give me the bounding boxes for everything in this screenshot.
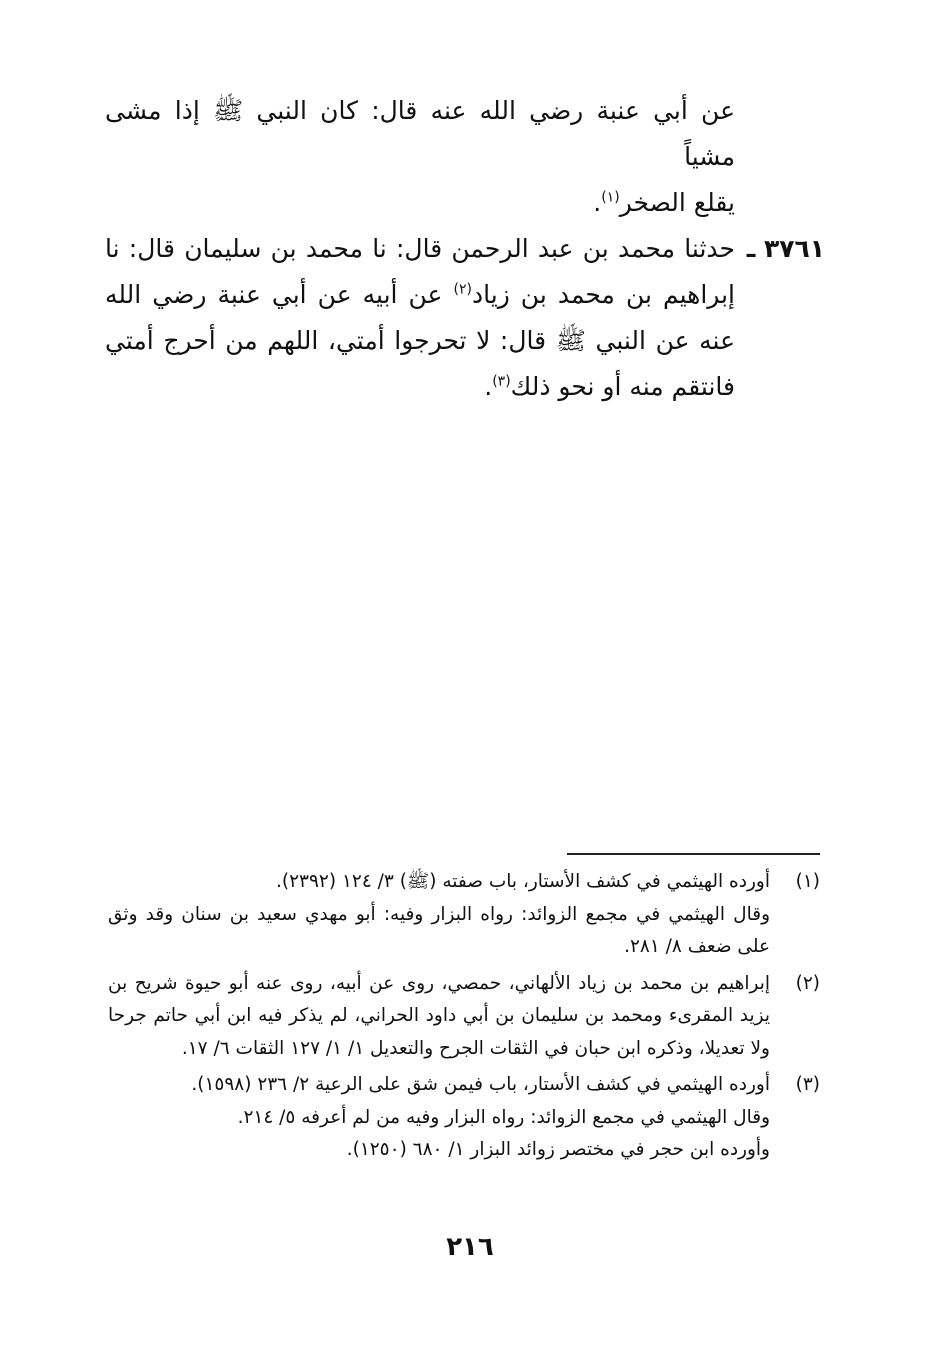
footnote-line: أورده الهيثمي في كشف الأستار، باب صفته (ﷺ) ٣/ ١٢٤ (٢٣٩٢). bbox=[275, 871, 770, 892]
para-line: يقلع الصخر bbox=[619, 188, 735, 217]
footnote-line: إبراهيم بن محمد بن زياد الألهاني، حمصي، روى عن أبيه، روى عنه أبو حيوة شريح بن يزيد المقرىء ومحمد بن سليمان بن أبي داود الحراني، لم يذكر فيه ابن أبي حاتم جرحا ولا تعديلا، وذكره ابن حبان في الثقات الجرح والتعديل ١/ ١/ ١٢٧ الثقات ٦/ ١٧. bbox=[108, 972, 770, 1059]
para-line: عن أبي عنبة رضي الله عنه قال: كان النبي ﷺ إذا مشى مشياً bbox=[105, 96, 735, 171]
hadith-text: حدثنا محمد بن عبد الرحمن قال: نا محمد بن سليمان قال: نا إبراهيم بن محمد بن زياد bbox=[105, 234, 735, 309]
hadith-text: عن أبيه عن أبي عنبة رضي الله عنه عن النبي ﷺ قال: لا تحرجوا أمتي، اللهم من أحرج أمتي فانتقم منه أو نحو ذلك bbox=[105, 280, 735, 401]
footnote-ref: (٣) bbox=[492, 373, 511, 390]
footnote-ref: (١) bbox=[601, 189, 620, 206]
footnote-number: (٣) bbox=[795, 1074, 820, 1095]
footnote-divider bbox=[567, 853, 820, 855]
footnote-3 bbox=[108, 1069, 820, 1167]
footnote-1 bbox=[108, 866, 820, 964]
hadith-number: ٣٧٦١ ـ bbox=[746, 234, 825, 263]
continued-paragraph bbox=[105, 88, 825, 226]
footnote-line: وقال الهيثمي في مجمع الزوائد: رواه البزار وفيه من لم أعرفه ٥/ ٢١٤. bbox=[237, 1106, 770, 1128]
page-number: ٢١٦ bbox=[446, 1232, 494, 1262]
footnote-2 bbox=[108, 968, 820, 1066]
para-end: . bbox=[593, 188, 602, 217]
hadith-end: . bbox=[484, 372, 493, 401]
footnote-number: (١) bbox=[795, 871, 820, 892]
footnote-ref: (٢) bbox=[453, 281, 472, 298]
footnote-number: (٢) bbox=[795, 972, 820, 994]
footnote-line: وقال الهيثمي في مجمع الزوائد: رواه البزار وفيه: أبو مهدي سعيد بن سنان وقد وثق على ضعف ٨/ ٢٨١. bbox=[108, 903, 770, 957]
main-text bbox=[105, 88, 825, 410]
footnotes bbox=[108, 866, 820, 1171]
footnote-line: أورده الهيثمي في كشف الأستار، باب فيمن شق على الرعية ٢/ ٢٣٦ (١٥٩٨). bbox=[191, 1074, 770, 1095]
footnote-line: وأورده ابن حجر في مختصر زوائد البزار ١/ ٦٨٠ (١٢٥٠). bbox=[346, 1139, 770, 1160]
hadith-paragraph bbox=[105, 226, 825, 410]
